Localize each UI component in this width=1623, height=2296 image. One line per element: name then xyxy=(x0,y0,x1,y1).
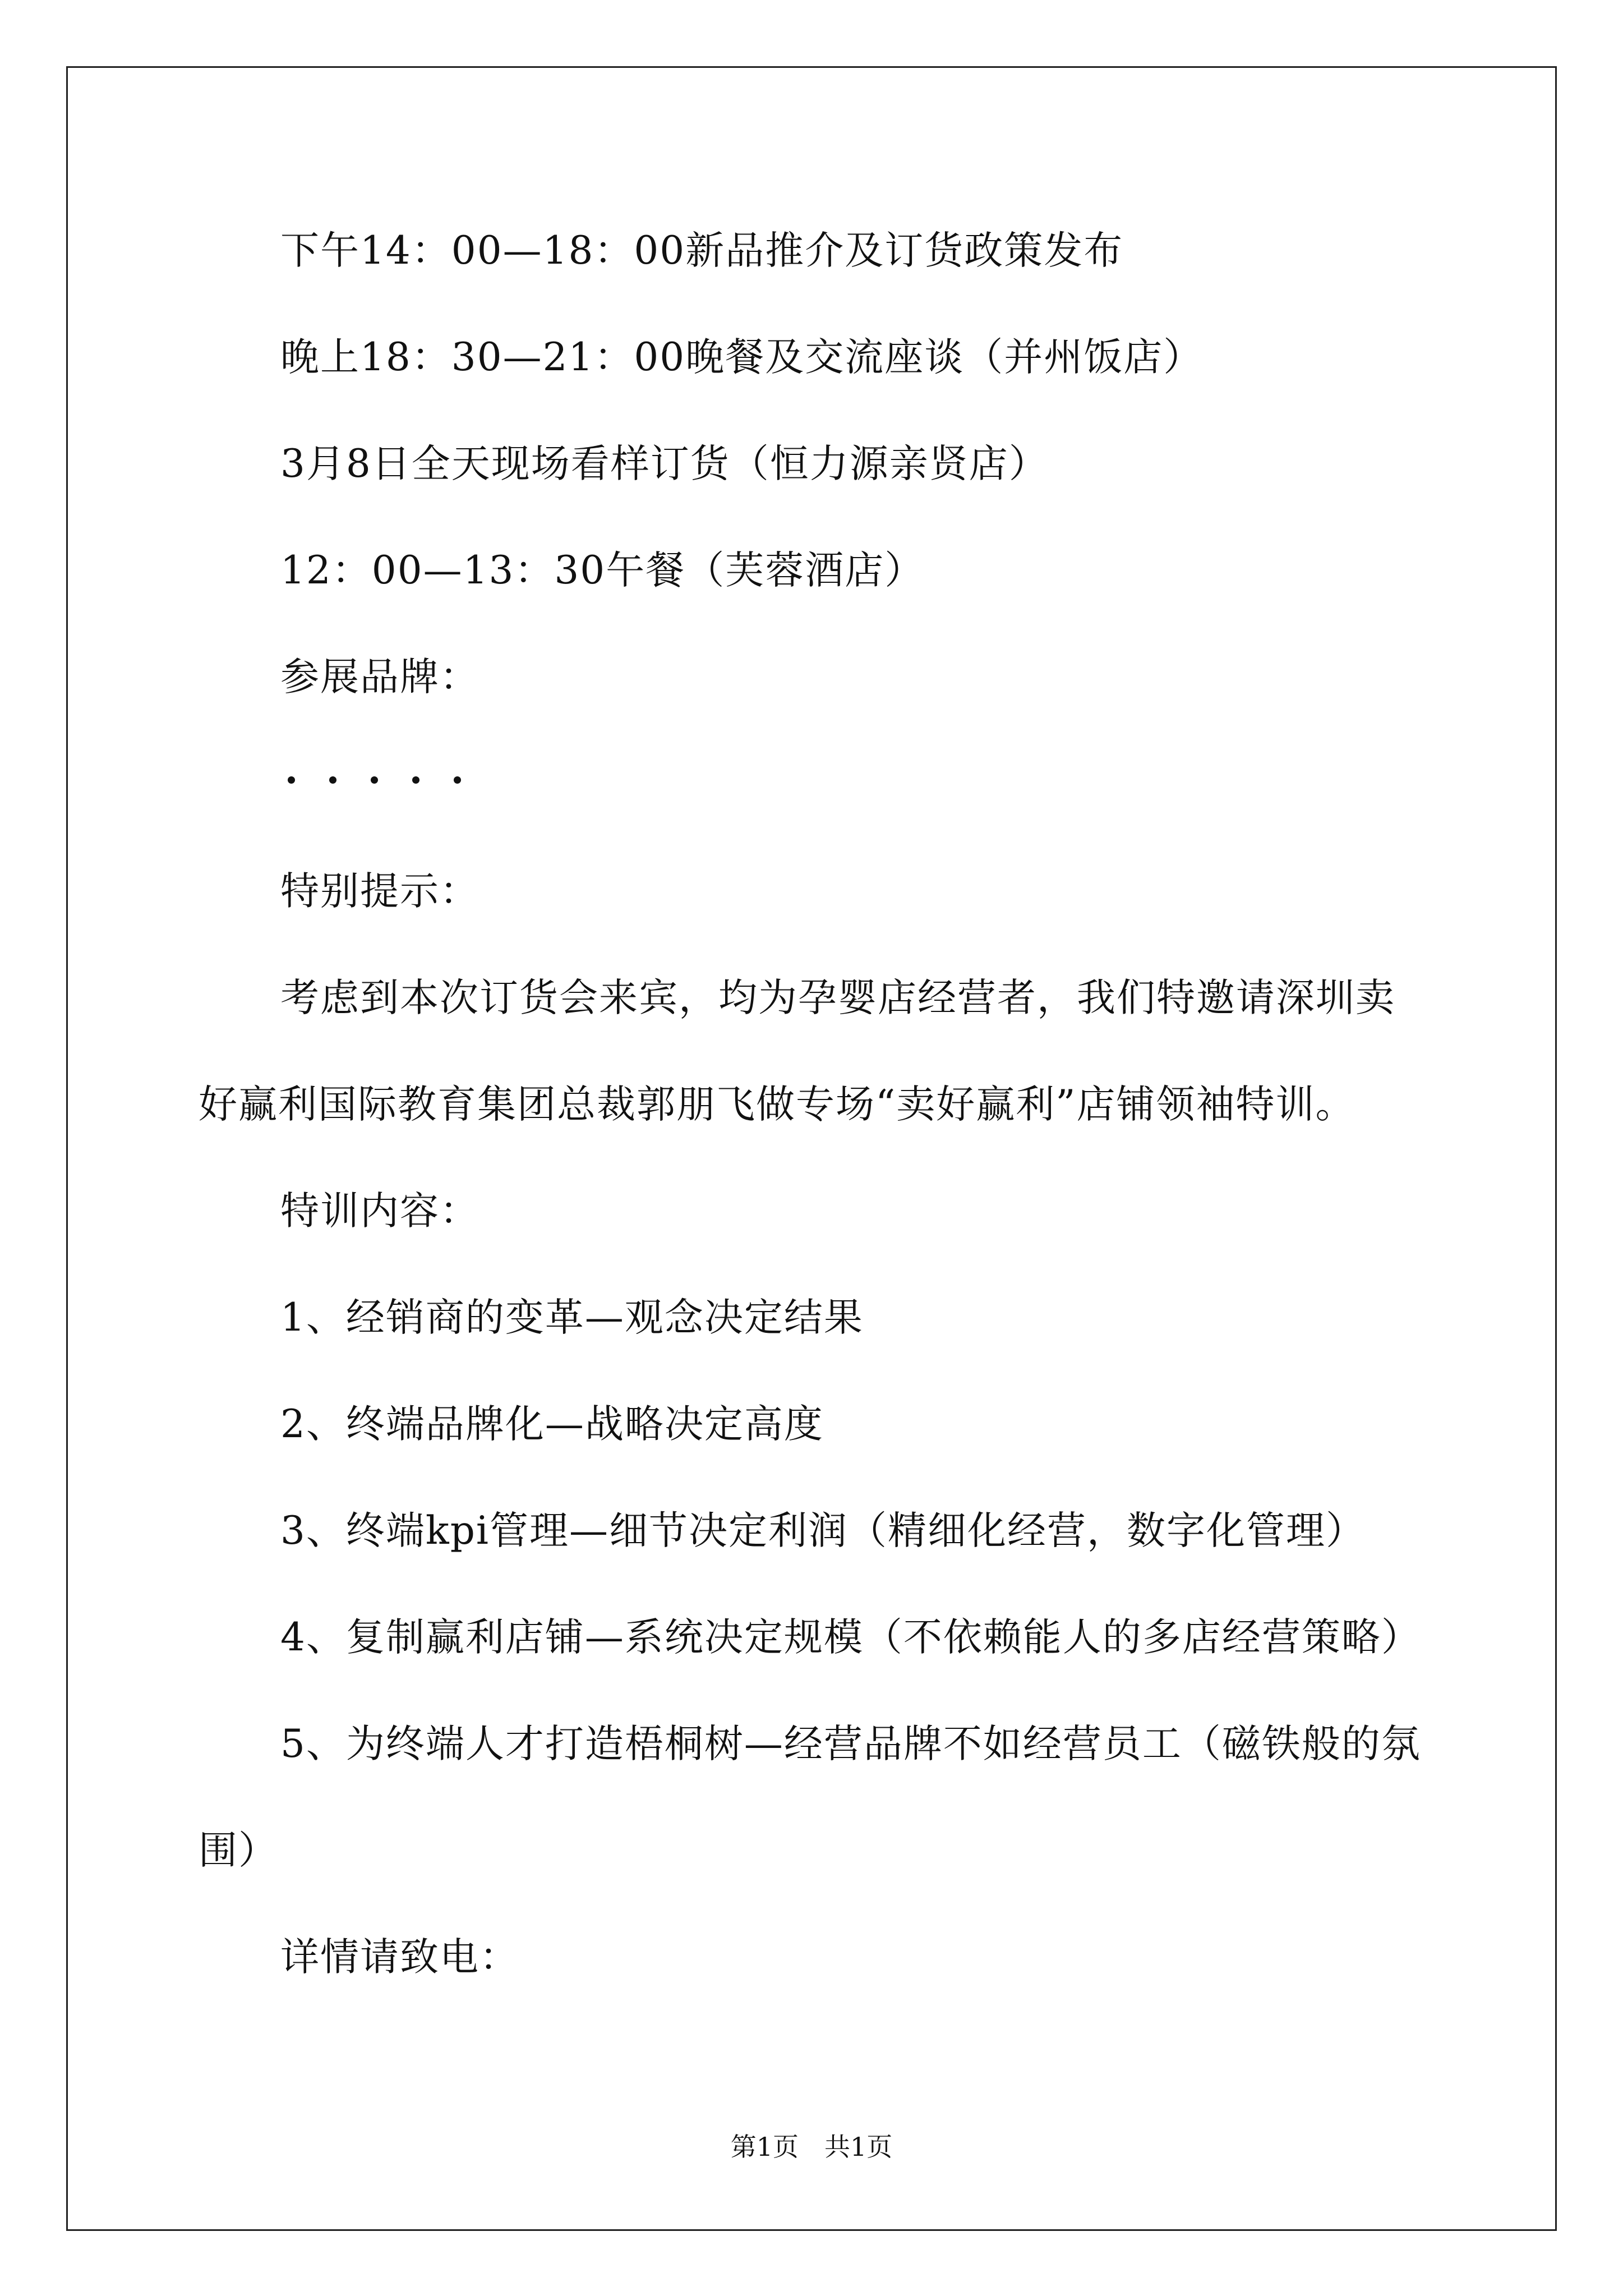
text-line: 好赢利国际教育集团总裁郭朋飞做专场“卖好赢利”店铺领袖特训。 xyxy=(199,1082,1355,1127)
bullet-dots xyxy=(288,769,473,791)
text-line: 特别提示： xyxy=(280,869,479,914)
text-line: 5、为终端人才打造梧桐树—经营品牌不如经营员工（磁铁般的氛 xyxy=(280,1722,1421,1766)
document-body xyxy=(66,66,1557,2231)
text-line: 3月8日全天现场看样订货（恒力源亲贤店） xyxy=(280,441,1049,486)
dot-icon xyxy=(412,776,419,784)
dot-icon xyxy=(371,776,378,784)
page-footer: 第1页 共1页 xyxy=(730,2132,893,2162)
text-line: 晚上18：30—21：00晚餐及交流座谈（并州饭店） xyxy=(280,335,1204,380)
text-line: 4、复制赢利店铺—系统决定规模（不依赖能人的多店经营策略） xyxy=(280,1615,1421,1660)
text-line: 特训内容： xyxy=(280,1189,479,1234)
text-line: 围） xyxy=(199,1828,278,1873)
text-line: 下午14：00—18：00新品推介及订货政策发布 xyxy=(280,228,1124,273)
text-line: 参展品牌： xyxy=(280,655,479,700)
dot-icon xyxy=(454,776,461,784)
dot-icon xyxy=(288,776,295,784)
dot-icon xyxy=(329,776,336,784)
text-line: 12：00—13：30午餐（芙蓉酒店） xyxy=(280,548,925,593)
text-line: 详情请致电： xyxy=(280,1935,519,1980)
text-line: 3、终端kpi管理—细节决定利润（精细化经营，数字化管理） xyxy=(280,1508,1366,1553)
text-line: 考虑到本次订货会来宾，均为孕婴店经营者，我们特邀请深圳卖 xyxy=(280,976,1395,1020)
text-line: 1、经销商的变革—观念决定结果 xyxy=(280,1295,864,1340)
text-line: 2、终端品牌化—战略决定高度 xyxy=(280,1402,824,1447)
